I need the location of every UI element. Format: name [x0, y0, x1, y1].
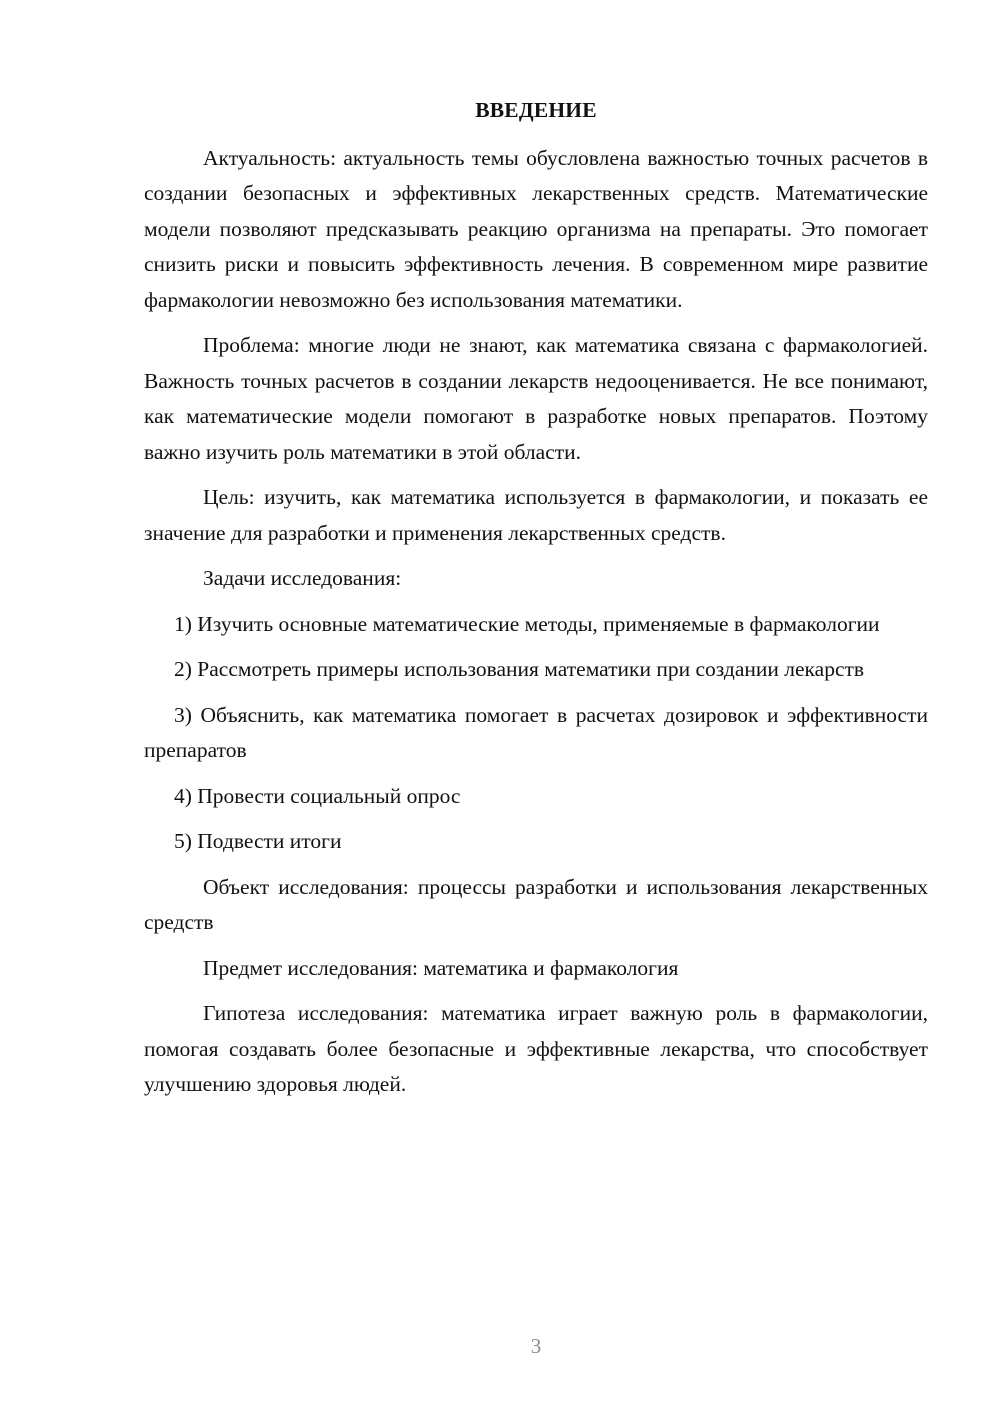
paragraph-relevance: Актуальность: актуальность темы обусловлена важностью точных расчетов в создании безопасных и эффективных лекарственных средств. Математические модели позволяют предсказывать реакцию организма на препараты. Это помогает снизить риски и повысить эффективность лечения. В современном мире развитие фармакологии невозможно без использования математики.: [144, 145, 928, 312]
section-title: ВВЕДЕНИЕ: [475, 98, 597, 122]
paragraph-goal: Цель: изучить, как математика используется в фармакологии, и показать ее значение для разработки и применения лекарственных средств.: [144, 485, 928, 545]
task-item-3: 3) Объяснить, как математика помогает в расчетах дозировок и эффективности препаратов: [144, 702, 928, 762]
task-item-2: 2) Рассмотреть примеры использования математики при создании лекарств: [174, 657, 865, 681]
paragraph-hypothesis: Гипотеза исследования: математика играет важную роль в фармакологии, помогая создавать более безопасные и эффективные лекарства, что способствует улучшению здоровья людей.: [144, 1001, 928, 1096]
task-item-5: 5) Подвести итоги: [174, 829, 342, 853]
paragraph-subject: Предмет исследования: математика и фармакология: [203, 955, 679, 980]
tasks-heading: Задачи исследования:: [203, 566, 402, 590]
paragraph-object: Объект исследования: процессы разработки и использования лекарственных средств: [144, 874, 928, 934]
task-item-1: 1) Изучить основные математические методы, применяемые в фармакологии: [174, 611, 880, 636]
paragraph-problem: Проблема: многие люди не знают, как математика связана с фармакологией. Важность точных расчетов в создании лекарств недооценивается. Не все понимают, как математические модели помогают в разработке новых препаратов. Поэтому важно изучить роль математики в этой области.: [144, 333, 928, 464]
document-body: [144, 93, 928, 1113]
page-number: 3: [530, 1334, 542, 1358]
task-item-4: 4) Провести социальный опрос: [174, 783, 461, 808]
